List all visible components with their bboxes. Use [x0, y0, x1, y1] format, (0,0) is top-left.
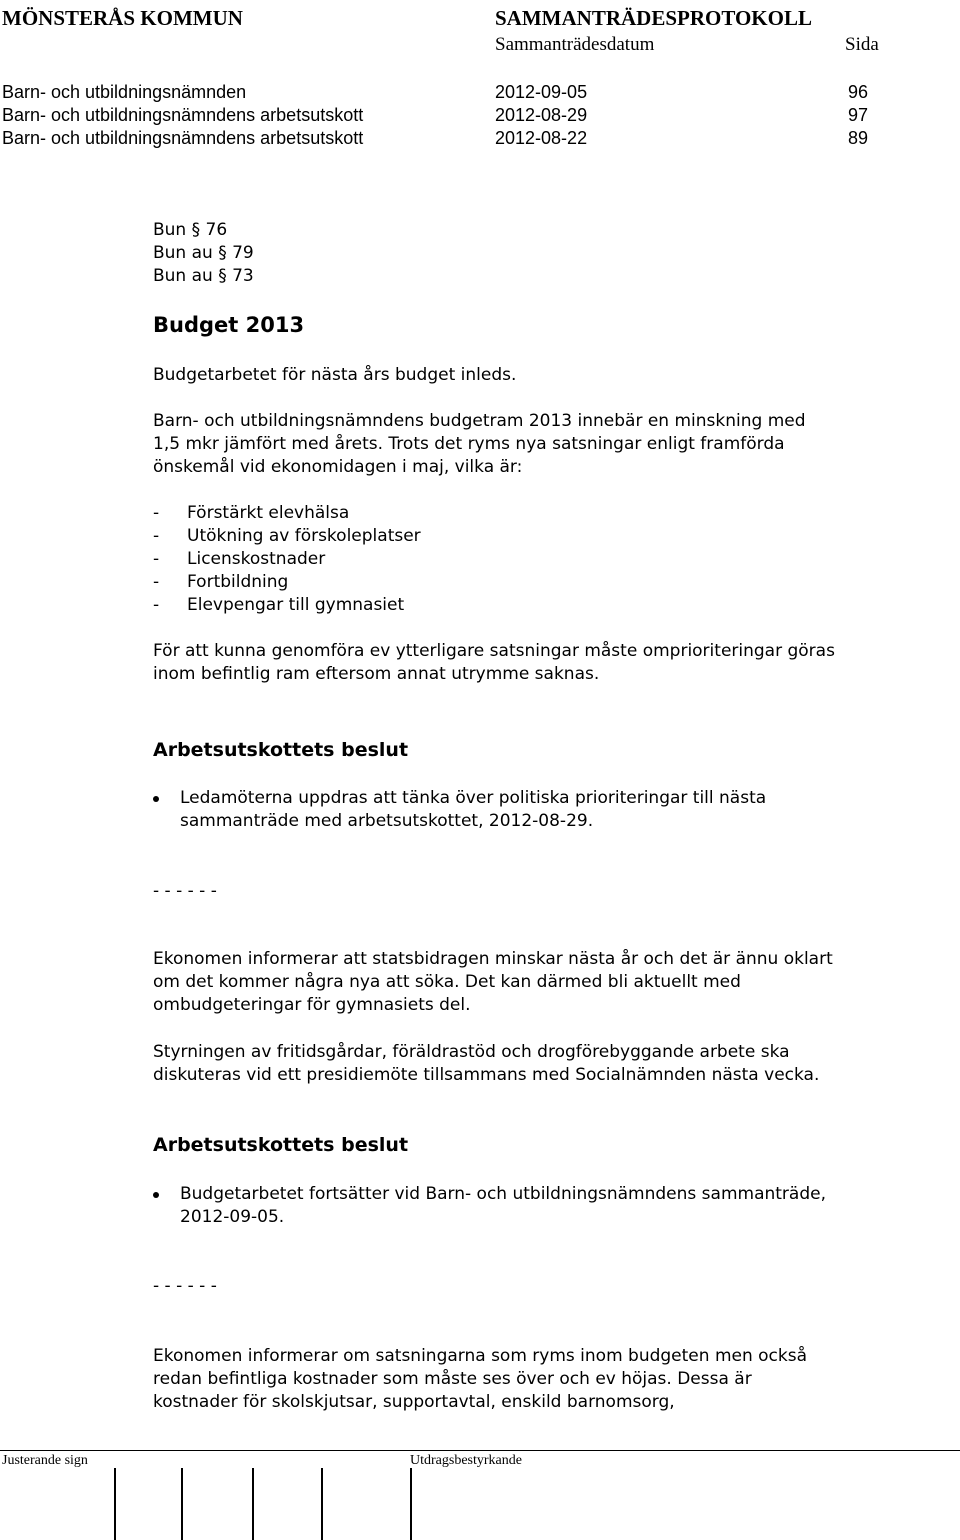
decision-bullet [180, 787, 766, 833]
paragraph-ref: Bun § 76 [153, 220, 228, 240]
signature-box-divider [410, 1468, 412, 1540]
text-line: Ledamöterna uppdras att tänka över politiska prioriteringar till nästa [180, 788, 767, 808]
meeting-page: 89 [848, 128, 869, 148]
list-item [153, 571, 421, 594]
dash-marker: - [153, 549, 160, 569]
section-separator: - - - - - - [153, 881, 217, 901]
dash-marker: - [153, 572, 160, 592]
meeting-body: Barn- och utbildningsnämndens arbetsutskott [2, 128, 364, 148]
signature-label: Justerande sign [2, 1453, 88, 1468]
paragraph-refs [153, 219, 254, 288]
paragraph-ref: Bun au § 79 [153, 243, 254, 263]
text-line: 1,5 mkr jämfört med årets. Trots det ryms nya satsningar enligt framförda [153, 434, 785, 454]
dash-marker: - [153, 595, 160, 615]
date-column-label: Sammanträdesdatum [495, 34, 655, 55]
intro-text: Budgetarbetet för nästa års budget inleds. [153, 365, 517, 385]
dash-marker: - [153, 526, 160, 546]
text-line: ombudgeteringar för gymnasiets del. [153, 995, 471, 1015]
text-line: sammanträde med arbetsutskottet, 2012-08-29. [180, 811, 594, 831]
signature-box-divider [114, 1468, 116, 1540]
text-line: om det kommer några nya att söka. Det kan därmed bli aktuellt med [153, 972, 741, 992]
list-item [153, 525, 421, 548]
budget-paragraph [153, 410, 806, 479]
list-item-text: Förstärkt elevhälsa [187, 503, 350, 523]
text-line: diskuteras vid ett presidiemöte tillsammans med Socialnämnden nästa vecka. [153, 1065, 820, 1085]
list-item-text: Elevpengar till gymnasiet [187, 595, 405, 615]
document-type: SAMMANTRÄDESPROTOKOLL [495, 6, 812, 30]
grants-paragraph [153, 948, 833, 1017]
paragraph-ref: Bun au § 73 [153, 266, 254, 286]
text-line: Ekonomen informerar om satsningarna som ryms inom budgeten men också [153, 1346, 808, 1366]
page-column-label: Sida [845, 34, 879, 55]
list-item [153, 548, 421, 571]
list-item-text: Fortbildning [187, 572, 289, 592]
meeting-body: Barn- och utbildningsnämnden [2, 82, 247, 102]
decision-heading: Arbetsutskottets beslut [153, 1134, 409, 1156]
text-line: 2012-09-05. [180, 1207, 285, 1227]
text-line: För att kunna genomföra ev ytterligare satsningar måste omprioriteringar göras [153, 641, 835, 661]
signature-box-divider [181, 1468, 183, 1540]
list-item [153, 502, 421, 525]
section-separator: - - - - - - [153, 1276, 217, 1296]
costs-paragraph [153, 1345, 807, 1414]
text-line: redan befintliga kostnader som måste ses över och ev höjas. Dessa är [153, 1369, 752, 1389]
list-item-text: Utökning av förskoleplatser [187, 526, 421, 546]
bullet-icon [153, 1192, 159, 1198]
decision-heading: Arbetsutskottets beslut [153, 739, 409, 761]
footer-divider [0, 1450, 960, 1451]
meeting-body: Barn- och utbildningsnämndens arbetsutskott [2, 105, 364, 125]
page-title: Budget 2013 [153, 313, 305, 337]
text-line: Styrningen av fritidsgårdar, föräldrastöd och drogförebyggande arbete ska [153, 1042, 790, 1062]
certification-label: Utdragsbestyrkande [410, 1453, 522, 1468]
bullet-icon [153, 796, 159, 802]
reprioritization-paragraph [153, 640, 835, 686]
meeting-date: 2012-09-05 [495, 82, 588, 102]
meeting-date: 2012-08-29 [495, 105, 588, 125]
meeting-date: 2012-08-22 [495, 128, 588, 148]
youth-services-paragraph [153, 1041, 819, 1087]
meeting-page: 97 [848, 105, 869, 125]
signature-box-divider [321, 1468, 323, 1540]
decision-bullet [180, 1183, 826, 1229]
text-line: Barn- och utbildningsnämndens budgetram 2013 innebär en minskning med [153, 411, 806, 431]
text-line: inom befintlig ram eftersom annat utrymme saknas. [153, 664, 600, 684]
list-item-text: Licenskostnader [187, 549, 326, 569]
dash-marker: - [153, 503, 160, 523]
municipality-name: MÖNSTERÅS KOMMUN [2, 6, 243, 30]
text-line: Budgetarbetet fortsätter vid Barn- och utbildningsnämndens sammanträde, [180, 1184, 826, 1204]
investment-list [153, 502, 421, 617]
meeting-page: 96 [848, 82, 869, 102]
text-line: kostnader för skolskjutsar, supportavtal, enskild barnomsorg, [153, 1392, 675, 1412]
signature-box-divider [252, 1468, 254, 1540]
list-item [153, 594, 421, 617]
text-line: önskemål vid ekonomidagen i maj, vilka är: [153, 457, 523, 477]
text-line: Ekonomen informerar att statsbidragen minskar nästa år och det är ännu oklart [153, 949, 833, 969]
